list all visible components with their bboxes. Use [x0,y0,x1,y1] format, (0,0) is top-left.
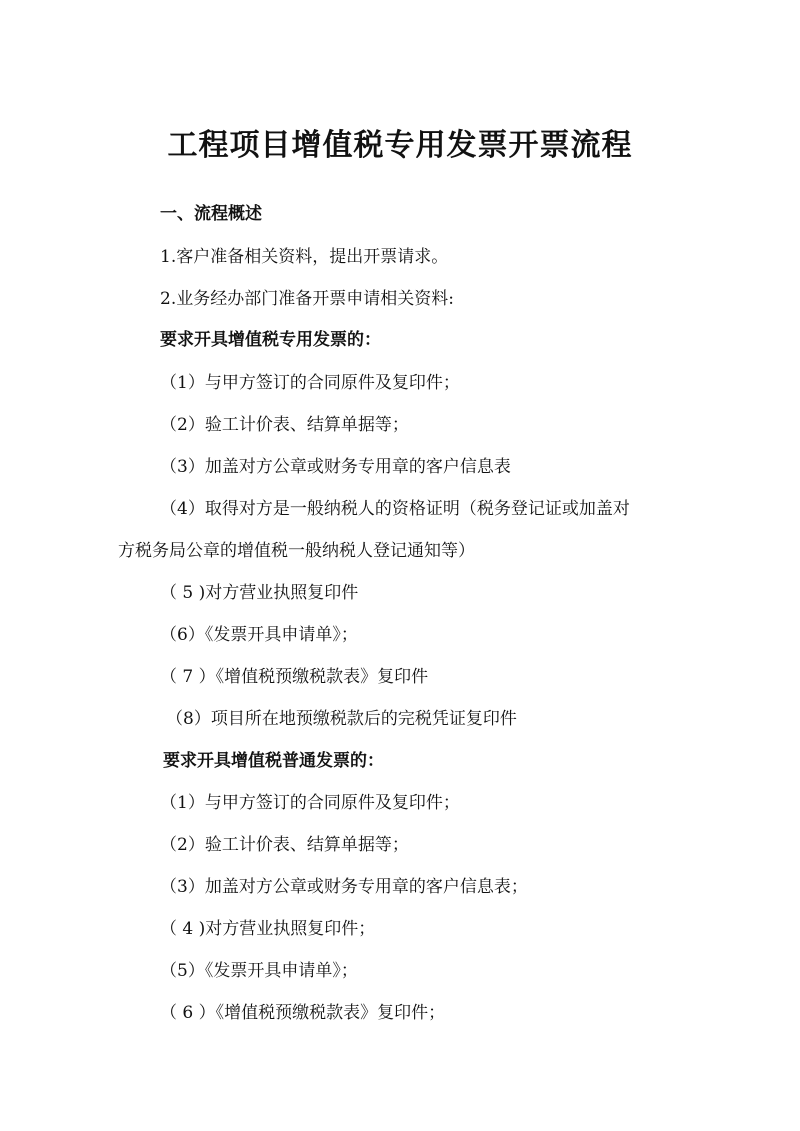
special-invoice-item-continued: 方税务局公章的增值税一般纳税人登记通知等） [118,541,475,561]
special-invoice-item: （3）加盖对方公章或财务专用章的客户信息表 [160,457,511,477]
section-heading-overview: 一、流程概述 [160,204,262,224]
normal-invoice-item: （3）加盖对方公章或财务专用章的客户信息表； [160,877,528,897]
special-invoice-item: （6）《发票开具申请单》； [160,625,358,645]
normal-invoice-item: （2）验工计价表、结算单据等； [160,835,409,855]
special-invoice-item: （8）项目所在地预缴税款后的完税凭证复印件 [166,709,517,729]
special-invoice-item: （2）验工计价表、结算单据等； [160,415,409,435]
normal-invoice-item: （ 4 )对方营业执照复印件； [160,919,376,939]
special-invoice-item: （ 5 )对方营业执照复印件 [160,583,359,603]
special-invoice-item: （4）取得对方是一般纳税人的资格证明（税务登记证或加盖对 [160,499,630,519]
normal-invoice-heading: 要求开具增值税普通发票的： [163,751,384,771]
special-invoice-item: （ 7 ）《增值税预缴税款表》复印件 [160,667,429,687]
document-title: 工程项目增值税专用发票开票流程 [167,128,633,163]
step-2-text: 2.业务经办部门准备开票申请相关资料: [160,289,454,309]
step-1-text: 1.客户准备相关资料，提出开票请求。 [160,247,449,267]
normal-invoice-item: （ 6 ）《增值税预缴税款表》复印件； [160,1003,446,1023]
normal-invoice-item: （1）与甲方签订的合同原件及复印件； [160,793,460,813]
special-invoice-heading: 要求开具增值税专用发票的： [160,330,381,350]
special-invoice-item: （1）与甲方签订的合同原件及复印件； [160,373,460,393]
normal-invoice-item: （5）《发票开具申请单》； [160,961,358,981]
